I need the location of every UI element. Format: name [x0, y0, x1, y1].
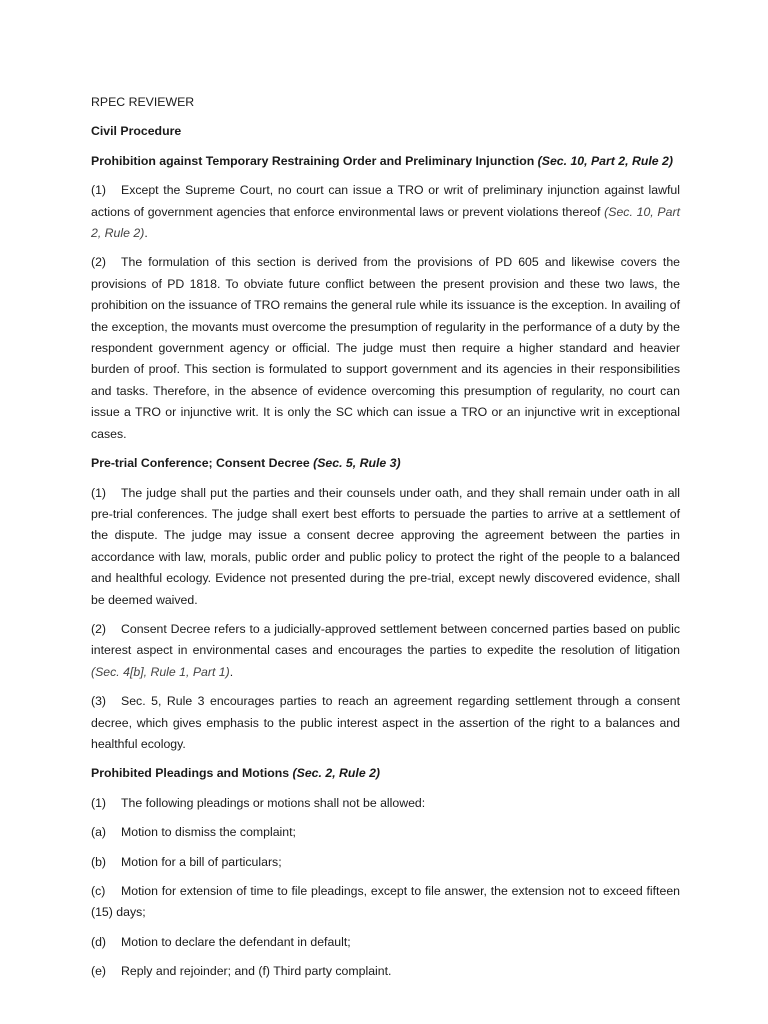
list-item-text: The following pleadings or motions shall not be allowed:	[121, 795, 426, 810]
list-item-text: Reply and rejoinder; and (f) Third party complaint.	[121, 964, 392, 979]
heading-tro-text: Prohibition against Temporary Restraining Order and Preliminary Injunction	[91, 153, 538, 168]
paragraph-pretrial-3	[91, 691, 680, 755]
document-title: RPEC REVIEWER	[91, 95, 195, 109]
list-item	[91, 961, 680, 982]
paragraph-text: Except the Supreme Court, no court can issue a TRO or writ of preliminary injunction against lawful actions of government agencies that enforce environmental laws or prevent violations thereof	[91, 183, 680, 219]
paragraph-cite: (Sec. 4[b], Rule 1, Part 1)	[91, 664, 230, 679]
list-item-text: Motion to declare the defendant in default;	[121, 934, 351, 949]
paragraph-pretrial-1	[91, 483, 680, 611]
paragraph-number: (3)	[91, 694, 107, 709]
paragraph-cite: (Sec. 10, Part 2, Rule 2)	[91, 204, 680, 241]
heading-pretrial-cite: (Sec. 5, Rule 3)	[313, 456, 401, 471]
section-heading: Civil Procedure	[91, 124, 182, 139]
paragraph-tro-1	[91, 180, 680, 244]
list-item-number: (1)	[91, 795, 107, 810]
heading-prohibited	[91, 763, 680, 784]
paragraph-text: Sec. 5, Rule 3 encourages parties to reach an agreement regarding settlement through a consent decree, which gives emphasis to the public interest aspect in the assertion of the right to a balances and healthful ecology.	[91, 694, 680, 751]
paragraph-number: (2)	[91, 621, 107, 636]
paragraph-number: (2)	[91, 255, 107, 270]
paragraph-pretrial-2	[91, 619, 680, 683]
list-item	[91, 852, 680, 873]
list-item-number: (b)	[91, 854, 107, 869]
list-item-text: Motion for extension of time to file pleadings, except to file answer, the extension not to exceed fifteen (15) days;	[91, 884, 680, 920]
list-item-number: (c)	[91, 884, 106, 898]
heading-prohibited-text: Prohibited Pleadings and Motions	[91, 766, 293, 781]
paragraph-end: .	[229, 664, 234, 679]
heading-tro-cite: (Sec. 10, Part 2, Rule 2)	[537, 153, 673, 168]
heading-tro	[91, 151, 680, 172]
heading-pretrial	[91, 453, 680, 474]
heading-pretrial-text: Pre-trial Conference; Consent Decree	[91, 456, 314, 471]
list-item	[91, 793, 680, 814]
paragraph-tro-2	[91, 252, 680, 445]
list-item	[91, 932, 680, 953]
paragraph-end: .	[144, 226, 148, 241]
list-item-text: Motion to dismiss the complaint;	[121, 825, 296, 840]
paragraph-text: The formulation of this section is derived from the provisions of PD 605 and likewise covers the provisions of PD 1818. To obviate future conflict between the present provision and these two laws, the prohibition on the issuance of TRO remains the general rule while its issuance is the exception. In availing of the exception, the movants must overcome the presumption of regularity in the performance of a duty by the respondent government agency or official. The judge must then require a higher standard and heavier burden of proof. This section is formulated to support government and its agencies in their responsibilities and tasks. Therefore, in the absence of evidence overcoming this presumption of regularity, no court can issue a TRO or injunctive writ. It is only the SC which can issue a TRO or an injunctive writ in exceptional cases.	[91, 255, 680, 441]
paragraph-text: Consent Decree refers to a judicially-approved settlement between concerned parties based on public interest aspect in environmental cases and encourages the parties to expedite the resolution of litigation	[91, 621, 680, 658]
list-item-number: (e)	[91, 964, 107, 979]
list-item-number: (a)	[91, 825, 107, 840]
paragraph-number: (1)	[91, 183, 107, 198]
list-item-text: Motion for a bill of particulars;	[121, 854, 282, 869]
list-item-number: (d)	[91, 934, 107, 949]
paragraph-number: (1)	[91, 485, 107, 500]
list-item	[91, 822, 680, 843]
heading-prohibited-cite: (Sec. 2, Rule 2)	[292, 766, 381, 781]
list-item	[91, 881, 680, 924]
paragraph-text: The judge shall put the parties and their counsels under oath, and they shall remain under oath in all pre-trial conferences. The judge shall exert best efforts to persuade the parties to arrive at a settlement of the dispute. The judge may issue a consent decree approving the agreement between the parties in accordance with law, morals, public order and public policy to protect the right of the people to a balanced and healthful ecology. Evidence not presented during the pre-trial, except newly discovered evidence, shall be deemed waived.	[91, 485, 680, 607]
